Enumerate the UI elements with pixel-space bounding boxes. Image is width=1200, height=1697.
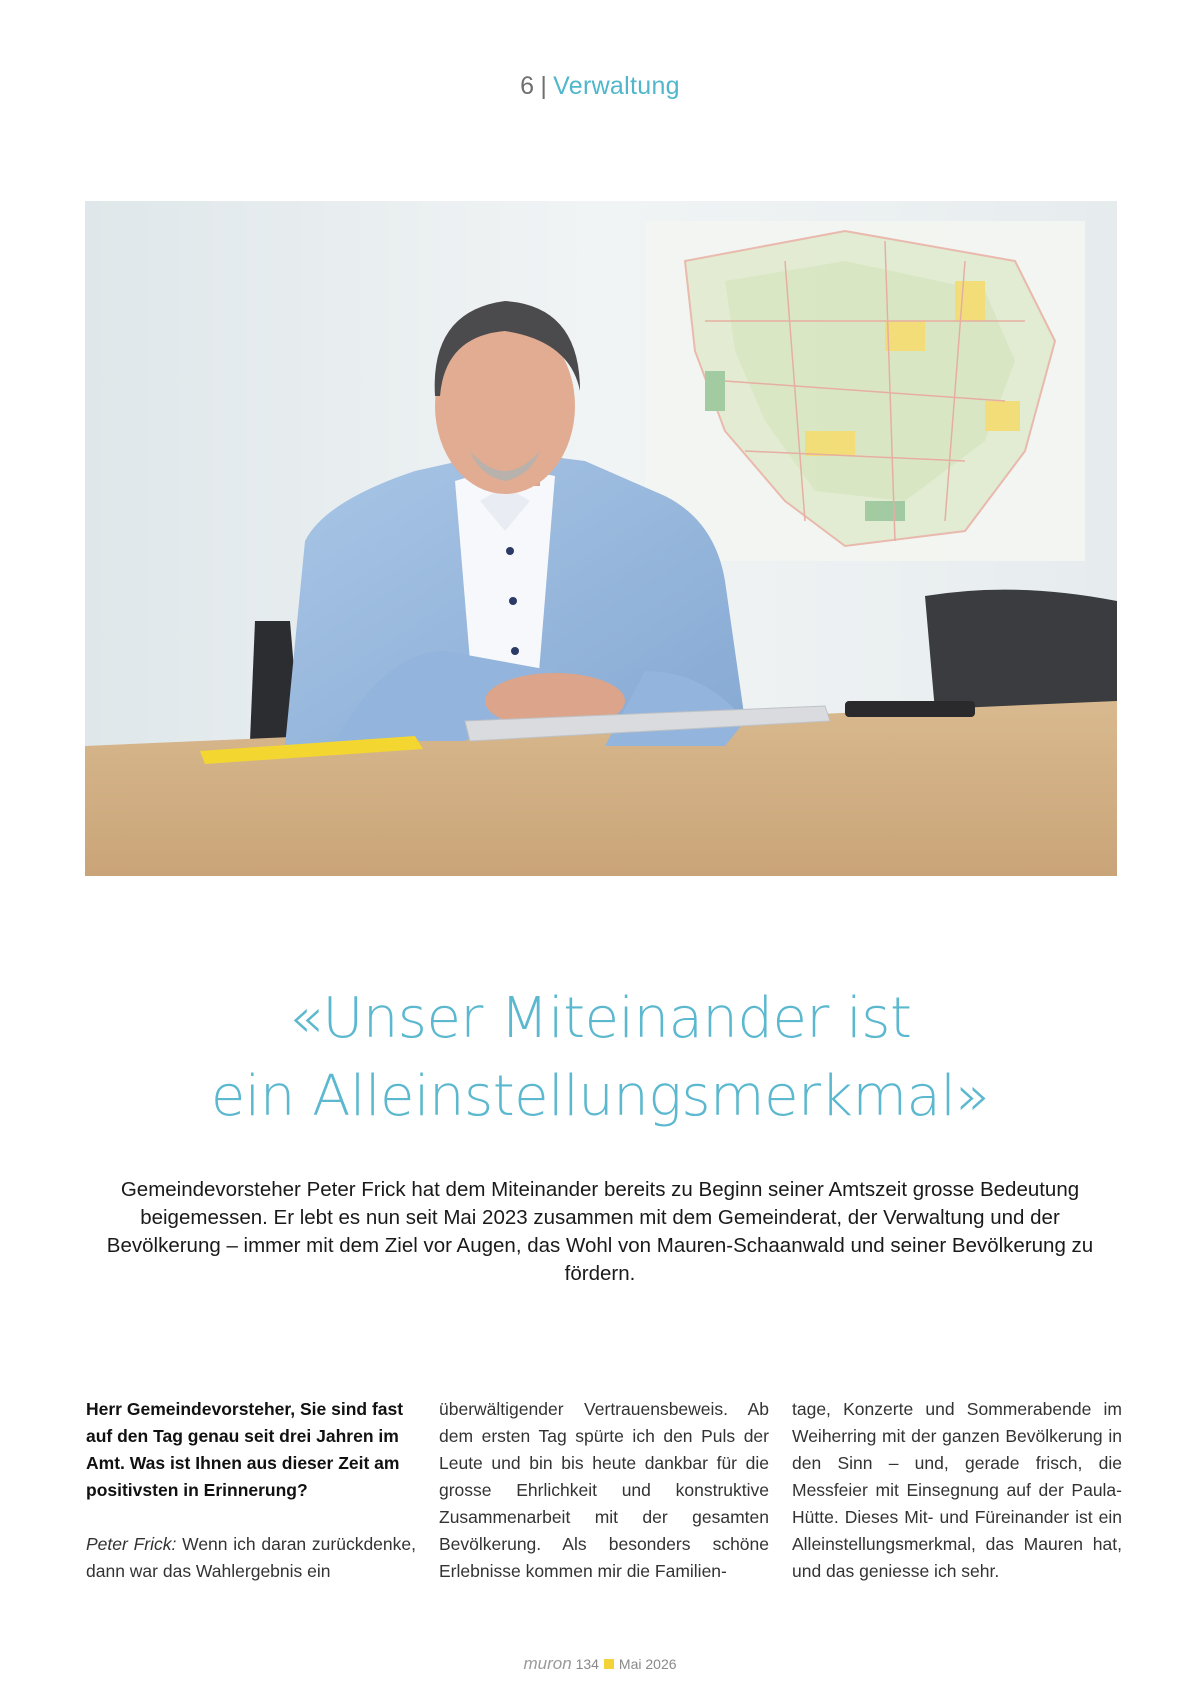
headline	[0, 980, 1200, 1136]
magazine-brand: muron	[523, 1654, 572, 1673]
interview-question: Herr Gemeindevorsteher, Sie sind fast auf den Tag genau seit drei Jahren im Amt. Was ist Ihnen aus dieser Zeit am positivsten in Erinnerung?	[86, 1399, 404, 1500]
answer-continued: überwältigender Vertrauensbeweis. Ab dem ersten Tag spürte ich den Puls der Leute und bin bis heute dankbar für die grosse Ehrlichkeit und konstruktive Zusammenarbeit mit der gesamten Bevölkerung. Als besonders schöne Erlebnisse kommen mir die Familien-	[439, 1399, 769, 1581]
header-separator: |	[540, 72, 548, 100]
article-column-3	[792, 1396, 1122, 1585]
page-footer	[0, 1654, 1200, 1674]
answer-end: tage, Konzerte und Sommerabende im Weiherring mit der ganzen Bevölkerung in den Sinn – und, gerade frisch, die Messfeier mit Einsegnung auf der Paula-Hütte. Dieses Mit- und Füreinander ist ein Alleinstellungsmerkmal, das Mauren hat, und das geniesse ich sehr.	[792, 1399, 1122, 1581]
headline-line-2: ein Alleinstellungsmerkmal»	[210, 1064, 990, 1129]
interview-answer-start	[86, 1531, 416, 1585]
speaker-label: Peter Frick:	[86, 1534, 177, 1554]
article-column-2	[439, 1396, 769, 1585]
page-header	[0, 72, 1200, 101]
issue-date: Mai 2026	[618, 1656, 677, 1672]
page-number: 6	[520, 72, 535, 100]
article-column-1	[86, 1396, 416, 1585]
footer-square-icon	[604, 1659, 614, 1669]
section-title: Verwaltung	[553, 72, 680, 100]
answer-text: Wenn ich daran zurückdenke, dann war das Wahlergebnis ein	[86, 1534, 416, 1581]
issue-number: 134	[575, 1656, 599, 1672]
wall-map	[645, 221, 1085, 561]
lead-paragraph: Gemeindevorsteher Peter Frick hat dem Miteinander bereits zu Beginn seiner Amtszeit grosse Bedeutung beigemessen. Er lebt es nun seit Mai 2023 zusammen mit dem Gemeinderat, der Verwaltung und der Bevölkerung – immer mit dem Ziel vor Augen, das Wohl von Mauren-Schaanwald und seiner Bevölkerung zu fördern.	[106, 1178, 1094, 1285]
portrait-photo	[85, 201, 1117, 876]
headline-line-1: «Unser Miteinander ist	[288, 986, 912, 1051]
